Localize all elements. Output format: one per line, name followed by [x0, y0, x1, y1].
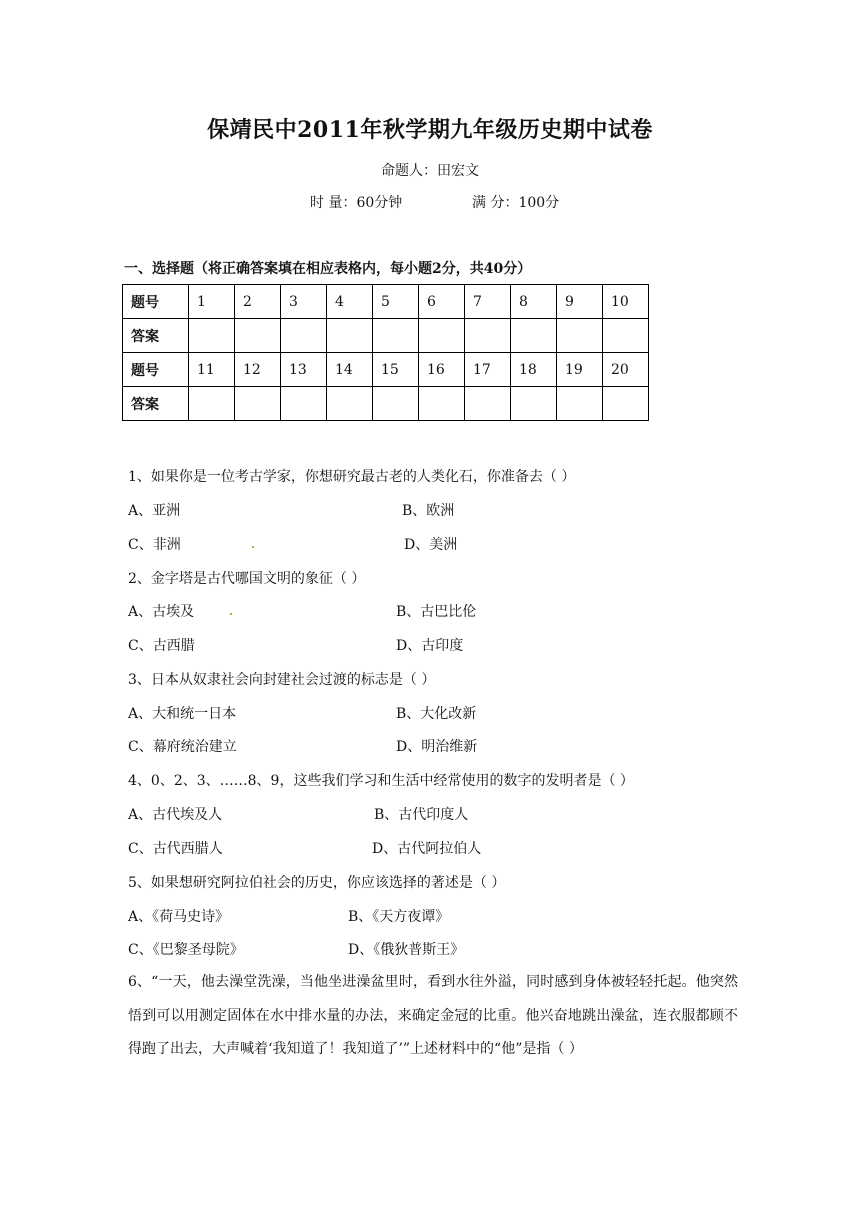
answer-table-cell[interactable] [557, 387, 603, 421]
answer-table-cell[interactable] [419, 319, 465, 353]
question-2-option-b: B、古巴比伦 [396, 604, 477, 620]
question-1-option-c: C、非洲 [128, 537, 181, 553]
answer-table-cell: 11 [189, 353, 235, 387]
answer-table-cell[interactable] [235, 387, 281, 421]
question-1-stem: 1、如果你是一位考古学家，你想研究最古老的人类化石，你准备去（ ） [128, 469, 576, 485]
stray-dot [252, 546, 254, 548]
answer-table-cell: 12 [235, 353, 281, 387]
question-4-option-a: A、古代埃及人 [128, 807, 223, 823]
question-3-option-a: A、大和统一日本 [128, 706, 237, 722]
question-2-option-c: C、古西腊 [128, 638, 195, 654]
answer-table-cell[interactable] [189, 319, 235, 353]
answer-table-cell[interactable] [327, 319, 373, 353]
question-2-stem: 2、金字塔是古代哪国文明的象征（ ） [128, 571, 366, 587]
author-line: 命题人：田宏文 [381, 163, 479, 179]
answer-table-cell: 10 [603, 285, 649, 319]
question-4-option-c: C、古代西腊人 [128, 841, 223, 857]
question-1-option-b: B、欧洲 [402, 503, 455, 519]
question-4-option-d: D、古代阿拉伯人 [372, 841, 482, 857]
answer-table-cell: 7 [465, 285, 511, 319]
answer-table-cell[interactable] [603, 319, 649, 353]
answer-table-cell: 3 [281, 285, 327, 319]
answer-table [122, 284, 649, 421]
question-2-option-d: D、古印度 [396, 638, 464, 654]
answer-table-cell: 9 [557, 285, 603, 319]
question-4-option-b: B、古代印度人 [374, 807, 469, 823]
answer-table-cell: 14 [327, 353, 373, 387]
answer-table-cell: 20 [603, 353, 649, 387]
question-5-option-d: D、《俄狄普斯王》 [348, 942, 465, 958]
answer-table-row [123, 387, 649, 421]
answer-table-cell: 4 [327, 285, 373, 319]
question-5-option-b: B、《天方夜谭》 [348, 909, 450, 925]
time-label: 时 量：60分钟 [310, 195, 403, 211]
question-3-option-c: C、幕府统治建立 [128, 739, 237, 755]
answer-table-row [123, 285, 649, 319]
answer-table-row-label: 题号 [123, 353, 189, 387]
answer-table-row [123, 319, 649, 353]
answer-table-cell: 5 [373, 285, 419, 319]
answer-table-cell: 17 [465, 353, 511, 387]
answer-table-row-label: 答案 [123, 319, 189, 353]
answer-table-cell: 16 [419, 353, 465, 387]
answer-table-cell[interactable] [327, 387, 373, 421]
answer-table-cell[interactable] [465, 387, 511, 421]
question-5-option-c: C、《巴黎圣母院》 [128, 942, 244, 958]
answer-table-cell[interactable] [419, 387, 465, 421]
answer-table-cell: 1 [189, 285, 235, 319]
question-4-stem: 4、0、2、3、……8、9，这些我们学习和生活中经常使用的数字的发明者是（ ） [128, 773, 634, 789]
question-3-stem: 3、日本从奴隶社会向封建社会过渡的标志是（ ） [128, 672, 436, 688]
answer-table-cell[interactable] [189, 387, 235, 421]
question-5-option-a: A、《荷马史诗》 [128, 909, 230, 925]
answer-table-cell[interactable] [373, 319, 419, 353]
answer-table-cell: 8 [511, 285, 557, 319]
answer-table-cell[interactable] [511, 387, 557, 421]
question-2-option-a: A、古埃及 [128, 604, 195, 620]
answer-table-cell[interactable] [373, 387, 419, 421]
answer-table-cell[interactable] [235, 319, 281, 353]
answer-table-cell: 19 [557, 353, 603, 387]
answer-table-cell[interactable] [281, 387, 327, 421]
section-heading-choice: 一、选择题（将正确答案填在相应表格内，每小题2分，共40分） [124, 261, 532, 277]
answer-table-cell[interactable] [281, 319, 327, 353]
score-label: 满 分：100分 [472, 195, 560, 211]
answer-table-cell: 15 [373, 353, 419, 387]
question-1-option-d: D、美洲 [404, 537, 458, 553]
answer-table-row [123, 353, 649, 387]
stray-dot [230, 613, 232, 615]
answer-table-row-label: 题号 [123, 285, 189, 319]
question-3-option-b: B、大化改新 [396, 706, 477, 722]
answer-table-cell[interactable] [603, 387, 649, 421]
page-title: 保靖民中2011年秋学期九年级历史期中试卷 [207, 117, 653, 143]
question-1-option-a: A、亚洲 [128, 503, 181, 519]
answer-table-cell: 2 [235, 285, 281, 319]
answer-table-cell[interactable] [511, 319, 557, 353]
answer-table-cell[interactable] [557, 319, 603, 353]
answer-table-cell: 6 [419, 285, 465, 319]
answer-table-cell: 13 [281, 353, 327, 387]
question-3-option-d: D、明治维新 [396, 739, 478, 755]
question-5-stem: 5、如果想研究阿拉伯社会的历史，你应该选择的著述是（ ） [128, 875, 506, 891]
answer-table-cell[interactable] [465, 319, 511, 353]
answer-table-cell: 18 [511, 353, 557, 387]
answer-table-row-label: 答案 [123, 387, 189, 421]
question-6-stem: 6、“一天，他去澡堂洗澡，当他坐进澡盆里时，看到水往外溢，同时感到身体被轻轻托起。他突然悟到可以用测定固体在水中排水量的办法，来确定金冠的比重。他兴奋地跳出澡盆，连衣服都顾不得跑了出去，大声喊着‘我知道了！我知道了’”上述材料中的“他”是指（ ） [128, 974, 738, 1057]
